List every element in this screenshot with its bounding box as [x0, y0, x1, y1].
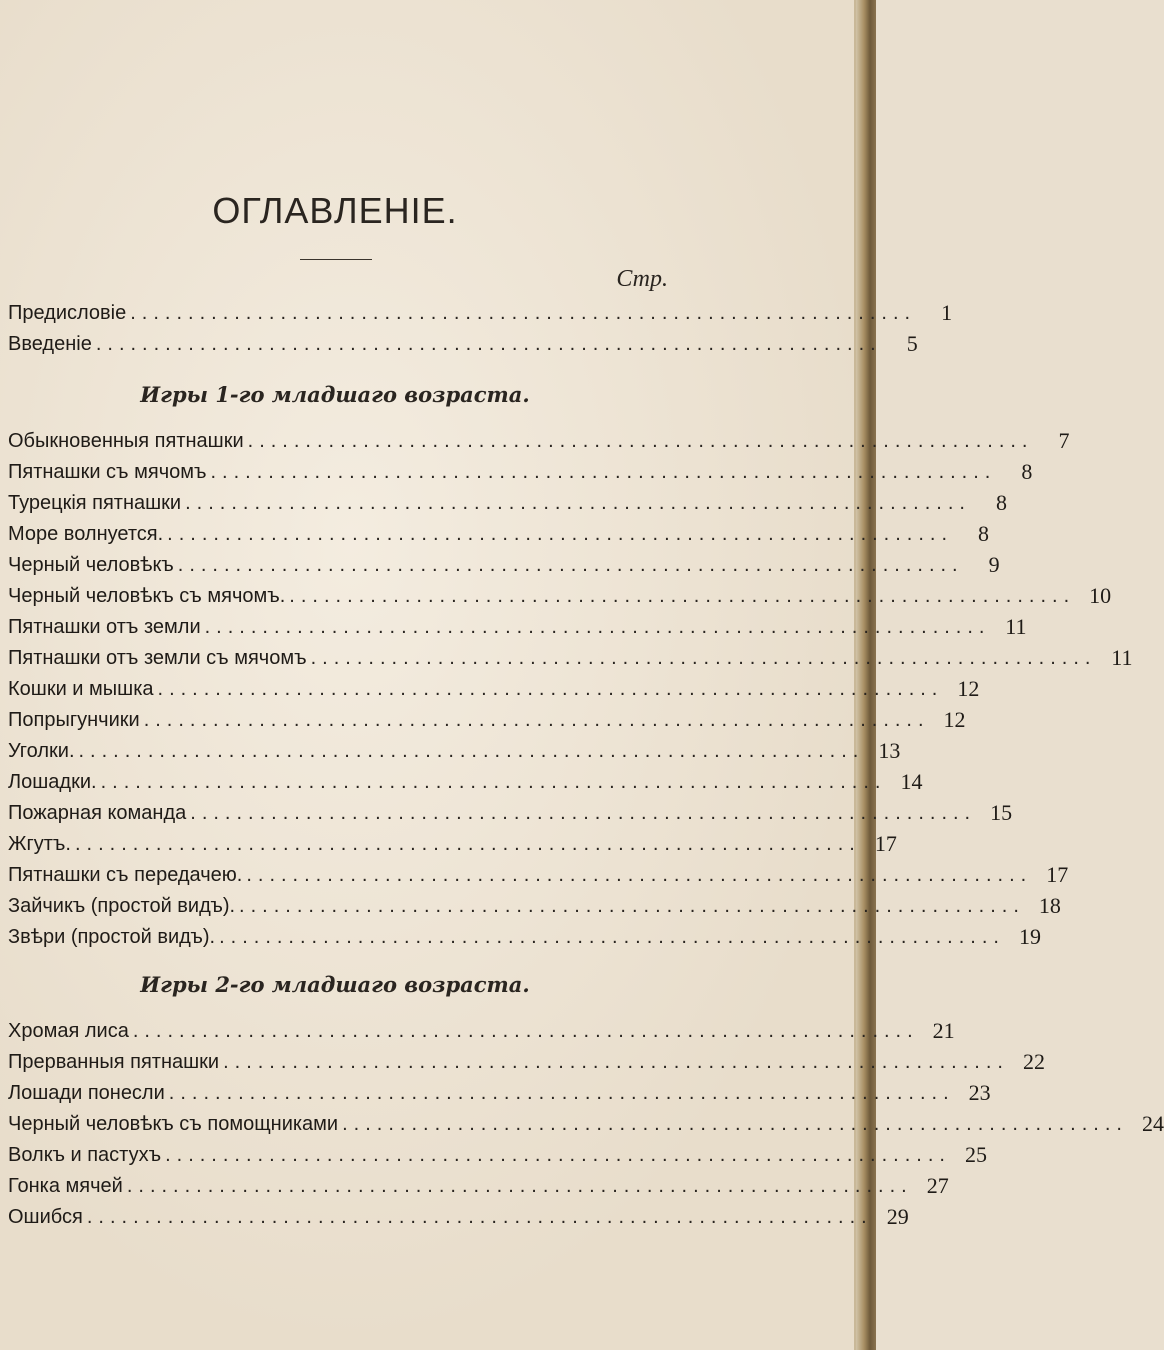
leader-dots: .................................................................... [165, 1144, 951, 1166]
leader-dots: .................................................................... [310, 647, 1097, 669]
entry-label: Уголки. [8, 740, 75, 762]
entry-page: 27 [926, 1173, 949, 1198]
entry-page: 24 [1141, 1111, 1164, 1136]
page-column-label: Стр. [616, 266, 668, 292]
entry-page: 5 [906, 331, 918, 356]
entry-label: Пятнашки съ передачею. [8, 864, 243, 886]
leader-dots: .................................................................... [95, 333, 882, 355]
entry-label: Пожарная команда [8, 802, 187, 824]
toc-entry[interactable] [8, 1169, 949, 1199]
toc-entry[interactable] [8, 703, 966, 733]
entry-page: 18 [1038, 893, 1061, 918]
section-heading-2: Игры 2-го младшаго возраста. [140, 972, 530, 997]
leader-dots: .................................................................... [247, 430, 1034, 452]
leader-dots: .................................................................... [86, 1206, 873, 1228]
toc-entry[interactable] [8, 455, 1033, 485]
toc-entry[interactable] [8, 548, 1000, 578]
leader-dots: .................................................................... [100, 771, 887, 793]
entry-page: 19 [1018, 924, 1041, 949]
toc-entry-introduction[interactable] [8, 327, 918, 357]
entry-page: 11 [1111, 645, 1133, 670]
entry-label: Черный человѣкъ съ помощниками [8, 1113, 339, 1135]
leader-dots: .................................................................... [74, 833, 861, 855]
toc-entry[interactable] [8, 610, 1027, 640]
entry-label: Море волнуется. [8, 523, 164, 545]
toc-entry[interactable] [8, 486, 1007, 516]
entry-label: Гонка мячей [8, 1175, 123, 1197]
entry-page: 10 [1089, 583, 1112, 608]
entry-label: Хромая лиса [8, 1020, 129, 1042]
toc-entry[interactable] [8, 517, 990, 547]
leader-dots: .................................................................... [190, 802, 977, 824]
entry-label: Черный человѣкъ съ мячомъ. [8, 585, 286, 607]
entry-page: 29 [886, 1204, 909, 1229]
leader-dots: .................................................................... [289, 585, 1076, 607]
entry-label: Предисловіе [8, 302, 127, 324]
toc-entry[interactable] [8, 827, 897, 857]
leader-dots: .................................................................... [342, 1113, 1128, 1135]
leader-dots: .................................................................... [167, 523, 954, 545]
entry-label: Волкъ и пастухъ [8, 1144, 162, 1166]
entry-label: Турецкія пятнашки [8, 492, 182, 514]
toc-entry[interactable] [8, 579, 1112, 609]
entry-page: 13 [878, 738, 901, 763]
leader-dots: .................................................................... [143, 709, 930, 731]
leader-dots: .................................................................... [132, 1020, 919, 1042]
leader-dots: .................................................................... [157, 678, 944, 700]
leader-dots: .................................................................... [239, 895, 1025, 917]
entry-page: 8 [978, 521, 990, 546]
leader-dots: .................................................................... [210, 461, 997, 483]
entry-label: Пятнашки съ мячомъ [8, 461, 207, 483]
section-heading-1: Игры 1-го младшаго возраста. [140, 382, 530, 407]
entry-page: 12 [943, 707, 966, 732]
toc-entry[interactable] [8, 734, 901, 764]
page-title: ОГЛАВЛЕНІЕ. [212, 190, 458, 231]
toc-entry[interactable] [8, 889, 1061, 919]
entry-page: 7 [1058, 428, 1070, 453]
entry-label: Пятнашки отъ земли [8, 616, 201, 638]
entry-page: 12 [957, 676, 980, 701]
entry-label: Черный человѣкъ [8, 554, 174, 576]
toc-entry[interactable] [8, 672, 980, 702]
toc-entry[interactable] [8, 1138, 987, 1168]
entry-label: Попрыгунчики [8, 709, 140, 731]
entry-label: Звѣри (простой видъ). [8, 926, 216, 948]
entry-page: 8 [1021, 459, 1033, 484]
toc-entry[interactable] [8, 1107, 1164, 1137]
entry-label: Кошки и мышка [8, 678, 154, 700]
title-divider [300, 259, 372, 260]
entry-page: 11 [1005, 614, 1027, 639]
entry-page: 25 [964, 1142, 987, 1167]
entry-page: 14 [900, 769, 923, 794]
entry-page: 17 [874, 831, 897, 856]
toc-entry[interactable] [8, 424, 1070, 454]
entry-label: Введеніе [8, 333, 92, 355]
entry-page: 15 [990, 800, 1013, 825]
entry-label: Жгутъ. [8, 833, 71, 855]
toc-entry[interactable] [8, 796, 1013, 826]
entry-page: 22 [1022, 1049, 1045, 1074]
toc-entry[interactable] [8, 1200, 909, 1230]
toc-entry[interactable] [8, 1045, 1045, 1075]
leader-dots: .................................................................... [185, 492, 971, 514]
entry-label: Обыкновенныя пятнашки [8, 430, 244, 452]
entry-label: Лошади понесли [8, 1082, 165, 1104]
toc-entry-preface[interactable] [8, 296, 953, 326]
leader-dots: .................................................................... [177, 554, 964, 576]
toc-entry[interactable] [8, 1014, 955, 1044]
entry-page: 9 [988, 552, 1000, 577]
entry-label: Лошадки. [8, 771, 97, 793]
leader-dots: .................................................................... [130, 302, 917, 324]
leader-dots: .................................................................... [219, 926, 1005, 948]
entry-page: 1 [941, 300, 953, 325]
entry-page: 17 [1046, 862, 1069, 887]
toc-entry[interactable] [8, 920, 1041, 950]
leader-dots: .................................................................... [223, 1051, 1009, 1073]
toc-entry[interactable] [8, 858, 1069, 888]
entry-label: Прерванныя пятнашки [8, 1051, 220, 1073]
entry-label: Ошибся [8, 1206, 83, 1228]
entry-page: 21 [932, 1018, 955, 1043]
entry-page: 23 [968, 1080, 991, 1105]
leader-dots: .................................................................... [204, 616, 991, 638]
entry-label: Пятнашки отъ земли съ мячомъ [8, 647, 307, 669]
leader-dots: .................................................................... [78, 740, 865, 762]
toc-entry[interactable] [8, 765, 923, 795]
toc-entry[interactable] [8, 641, 1133, 671]
leader-dots: .................................................................... [246, 864, 1033, 886]
toc-entry[interactable] [8, 1076, 991, 1106]
entry-page: 8 [995, 490, 1007, 515]
leader-dots: .................................................................... [168, 1082, 955, 1104]
entry-label: Зайчикъ (простой видъ). [8, 895, 236, 917]
leader-dots: .................................................................... [126, 1175, 913, 1197]
